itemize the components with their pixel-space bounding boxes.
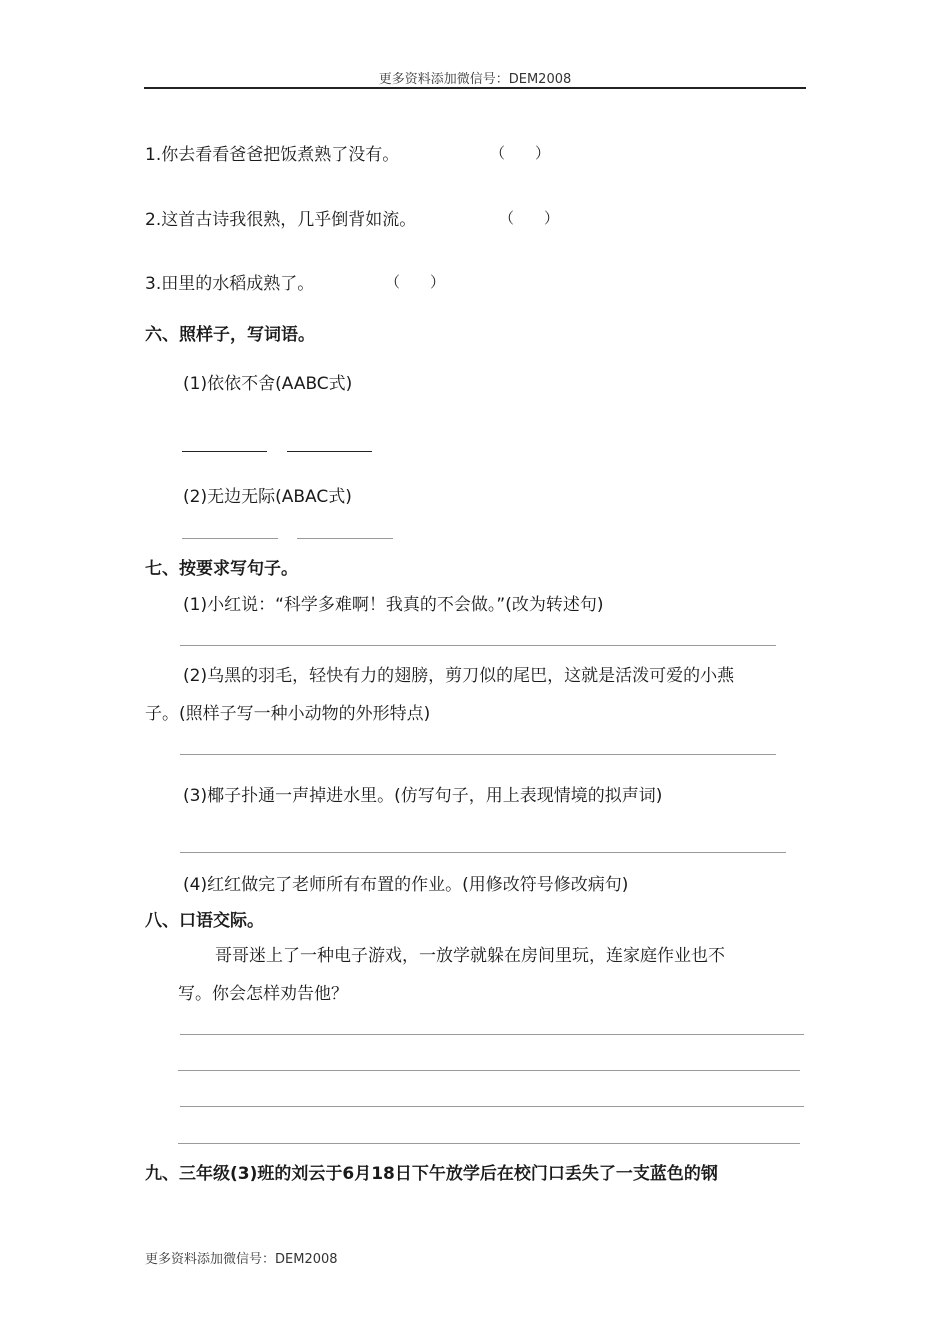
question-1: 1.你去看看爸爸把饭煮熟了没有。 — [145, 145, 400, 165]
answer-line-8-2[interactable] — [178, 1070, 800, 1071]
answer-paren-2[interactable]: （ ） — [499, 209, 560, 227]
question-3: 3.田里的水稻成熟了。 — [145, 274, 315, 294]
answer-blank-6-1a[interactable] — [182, 451, 267, 452]
answer-blank-6-2b[interactable] — [297, 538, 393, 539]
answer-line-7-1[interactable] — [180, 645, 776, 646]
section-8-para-line-2: 写。你会怎样劝告他？ — [178, 984, 348, 1004]
section-8-title: 八、口语交际。 — [145, 911, 264, 931]
section-7-item-2-line-2: 子。(照样子写一种小动物的外形特点) — [145, 704, 431, 724]
section-6-title: 六、照样子，写词语。 — [145, 325, 315, 345]
answer-blank-6-1b[interactable] — [287, 451, 372, 452]
section-8-para-line-1: 哥哥迷上了一种电子游戏，一放学就躲在房间里玩，连家庭作业也不 — [215, 946, 725, 966]
answer-line-8-1[interactable] — [180, 1034, 804, 1035]
page-header: 更多资料添加微信号：DEM2008 — [378, 72, 572, 87]
answer-line-7-3[interactable] — [180, 852, 786, 853]
answer-line-8-4[interactable] — [178, 1143, 800, 1144]
section-7-item-3: (3)椰子扑通一声掉进水里。(仿写句子，用上表现情境的拟声词) — [183, 786, 663, 806]
section-7-item-4: (4)红红做完了老师所有布置的作业。(用修改符号修改病句) — [183, 875, 629, 895]
answer-paren-1[interactable]: （ ） — [490, 144, 551, 162]
question-2: 2.这首古诗我很熟，几乎倒背如流。 — [145, 210, 417, 230]
answer-line-7-2[interactable] — [180, 754, 776, 755]
answer-paren-3[interactable]: （ ） — [385, 273, 446, 291]
section-7-title: 七、按要求写句子。 — [145, 559, 298, 579]
section-6-item-2: (2)无边无际(ABAC式) — [183, 487, 352, 507]
page-footer: 更多资料添加微信号：DEM2008 — [145, 1252, 338, 1267]
section-6-item-1: (1)依依不舍(AABC式) — [183, 374, 353, 394]
section-7-item-1: (1)小红说：“科学多难啊！我真的不会做。”(改为转述句) — [183, 595, 604, 615]
header-rule — [144, 87, 806, 89]
section-7-item-2-line-1: (2)乌黑的羽毛，轻快有力的翅膀，剪刀似的尾巴，这就是活泼可爱的小燕 — [183, 666, 735, 686]
section-9-title: 九、三年级(3)班的刘云于6月18日下午放学后在校门口丢失了一支蓝色的钢 — [145, 1164, 718, 1184]
answer-blank-6-2a[interactable] — [182, 538, 278, 539]
answer-line-8-3[interactable] — [180, 1106, 804, 1107]
